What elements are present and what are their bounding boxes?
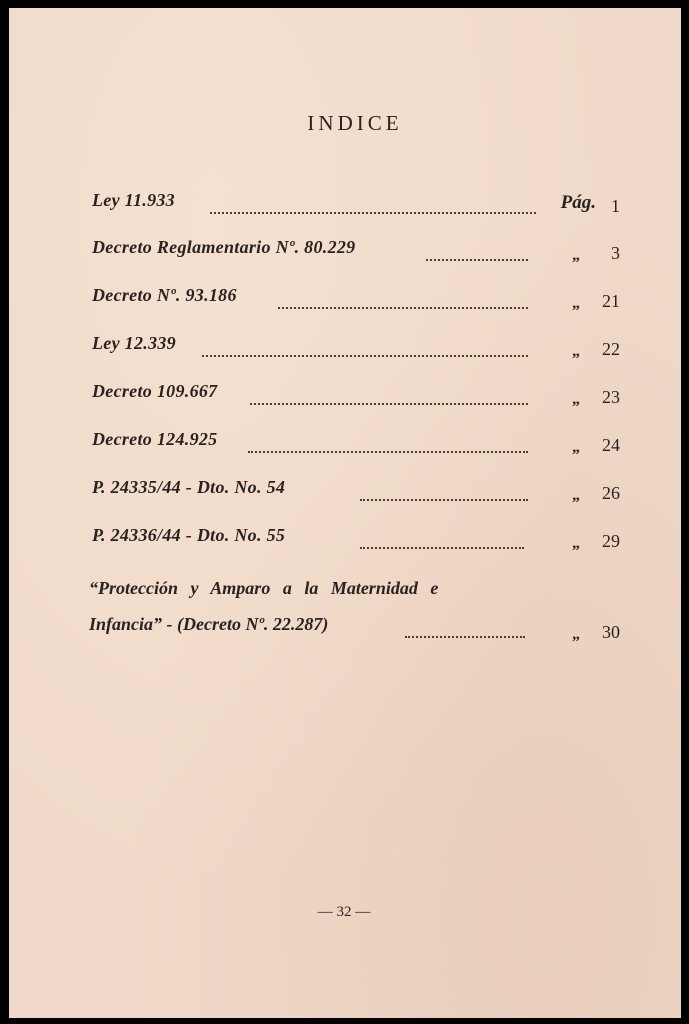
- ditto-mark: „: [572, 535, 580, 552]
- ditto-mark: „: [572, 487, 580, 504]
- toc-entry-page: 21: [602, 291, 620, 311]
- toc-entry-page: 23: [602, 387, 620, 407]
- toc-entry-page: 30: [602, 622, 620, 642]
- toc-entry-page: 1: [611, 196, 620, 216]
- toc-entry: [92, 190, 620, 220]
- dot-leader: [360, 479, 528, 501]
- toc-entry-page: 29: [602, 531, 620, 551]
- toc-entry-label: Ley 12.339: [92, 333, 176, 353]
- toc-entry: [92, 333, 620, 363]
- ditto-mark: „: [572, 439, 580, 456]
- toc-entry-label: P. 24335/44 - Dto. No. 54: [92, 477, 286, 497]
- toc-entry-page: 26: [602, 483, 620, 503]
- toc-entry-page: 24: [602, 435, 620, 455]
- page-title: INDICE: [307, 111, 403, 135]
- toc-entry: [92, 477, 620, 507]
- toc-entry-label: Decreto Nº. 93.186: [92, 285, 237, 305]
- ditto-mark: „: [572, 626, 580, 643]
- toc-entry-label: P. 24336/44 - Dto. No. 55: [92, 525, 286, 545]
- ditto-mark: „: [572, 391, 580, 408]
- page-number-footer: — 32 —: [317, 904, 371, 920]
- toc-entry-label: Ley 11.933: [92, 190, 175, 210]
- toc-entry-label: “Protección y Amparo a la Maternidad e: [89, 578, 439, 598]
- toc-entry-label-continued: Infancia” - (Decreto Nº. 22.287): [89, 614, 329, 634]
- dot-leader: [210, 192, 536, 214]
- toc-entry: [92, 237, 620, 267]
- document-page: [9, 8, 681, 1018]
- dot-leader: [405, 616, 525, 638]
- toc-entry: [92, 525, 620, 555]
- dot-leader: [426, 239, 528, 261]
- toc-entry-label: Decreto 109.667: [92, 381, 218, 401]
- dot-leader: [250, 383, 528, 405]
- dot-leader: [278, 287, 528, 309]
- ditto-mark: „: [572, 295, 580, 312]
- toc-entry: [89, 578, 620, 648]
- page-label: Pág.: [560, 192, 596, 213]
- dot-leader: [202, 335, 528, 357]
- ditto-mark: „: [572, 247, 580, 264]
- ditto-mark: „: [572, 343, 580, 360]
- toc-entry: [92, 285, 620, 315]
- toc-entry-page: 3: [611, 243, 620, 263]
- toc-entry: [92, 429, 620, 459]
- toc-entry-page: 22: [602, 339, 620, 359]
- dot-leader: [360, 527, 524, 549]
- toc-entry-label: Decreto 124.925: [92, 429, 218, 449]
- toc-entry-label: Decreto Reglamentario Nº. 80.229: [92, 237, 356, 257]
- dot-leader: [248, 431, 528, 453]
- toc-entry: [92, 381, 620, 411]
